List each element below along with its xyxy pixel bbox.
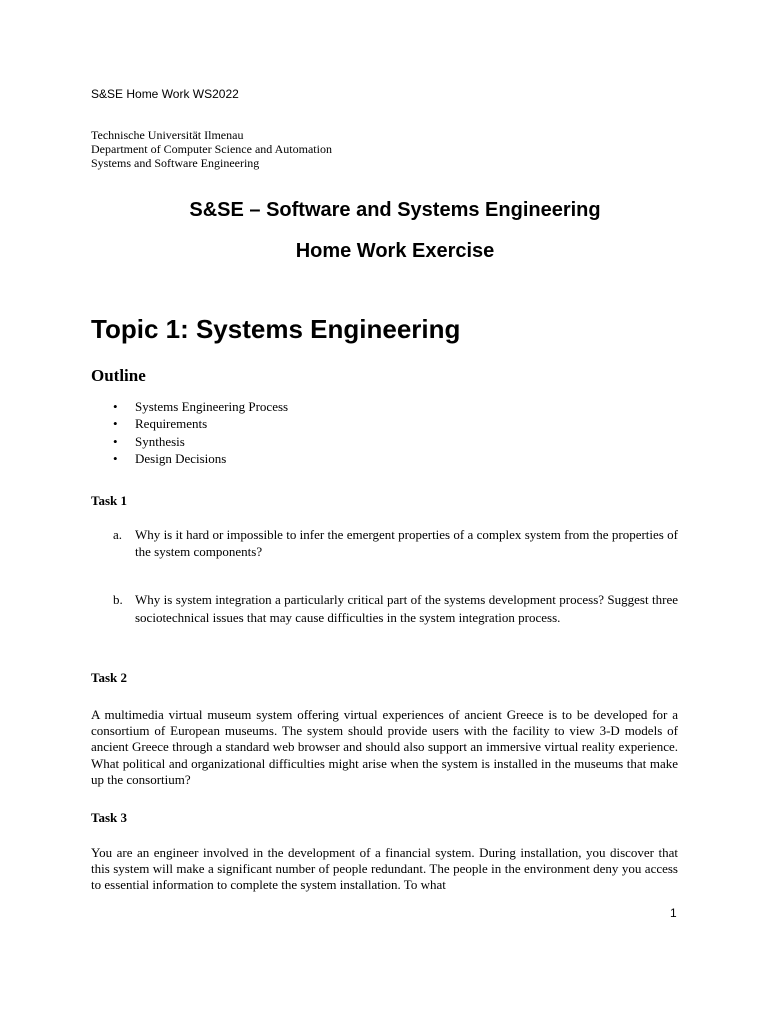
institution-block	[91, 128, 332, 170]
question-text: Why is it hard or impossible to infer the emergent properties of a complex system from the properties of the system components?	[135, 527, 678, 559]
group-name: Systems and Software Engineering	[91, 156, 260, 170]
task3-body: You are an engineer involved in the development of a financial system. During installation, you discover that this system will make a significant number of people redundant. The people in the environment deny you access to essential information to complete the system installation. To what	[91, 845, 678, 893]
question-label: a.	[113, 527, 123, 542]
task1-question-b	[91, 591, 678, 626]
task1-heading: Task 1	[91, 493, 128, 508]
list-item: • Design Decisions	[113, 450, 227, 466]
task2-heading: Task 2	[91, 670, 128, 685]
document-header: S&SE Home Work WS2022	[91, 87, 239, 101]
bullet-icon: •	[113, 416, 118, 432]
question-label: b.	[113, 592, 123, 607]
page-number: 1	[670, 906, 677, 920]
department-name: Department of Computer Science and Automation	[91, 142, 332, 156]
task2-body: A multimedia virtual museum system offering virtual experiences of ancient Greece is to be developed for a consortium of European museums. The system should provide users with the facility to view 3-D models of ancient Greece through a standard web browser and should also support an immersive virtual reality experience. What political and organizational difficulties might arise when the system is installed in the museums that make up the consortium?	[91, 707, 678, 787]
bullet-icon: •	[113, 450, 118, 466]
university-name: Technische Universität Ilmenau	[91, 128, 244, 142]
exercise-title: Home Work Exercise	[295, 240, 495, 262]
task3-heading: Task 3	[91, 810, 128, 825]
question-text: Why is system integration a particularly critical part of the systems development process? Suggest three sociotechnical issues that may cause difficulties in the system integration process.	[135, 592, 678, 625]
bullet-icon: •	[113, 399, 118, 414]
list-item: • Requirements	[113, 416, 208, 432]
list-item: • Synthesis	[113, 433, 185, 449]
topic-heading: Topic 1: Systems Engineering	[91, 314, 461, 344]
list-item: • Systems Engineering Process	[113, 399, 289, 414]
outline-list	[91, 398, 288, 467]
outline-heading: Outline	[91, 366, 146, 385]
bullet-icon: •	[113, 433, 118, 449]
course-title: S&SE – Software and Systems Engineering	[189, 199, 601, 221]
task1-question-a	[91, 527, 678, 560]
